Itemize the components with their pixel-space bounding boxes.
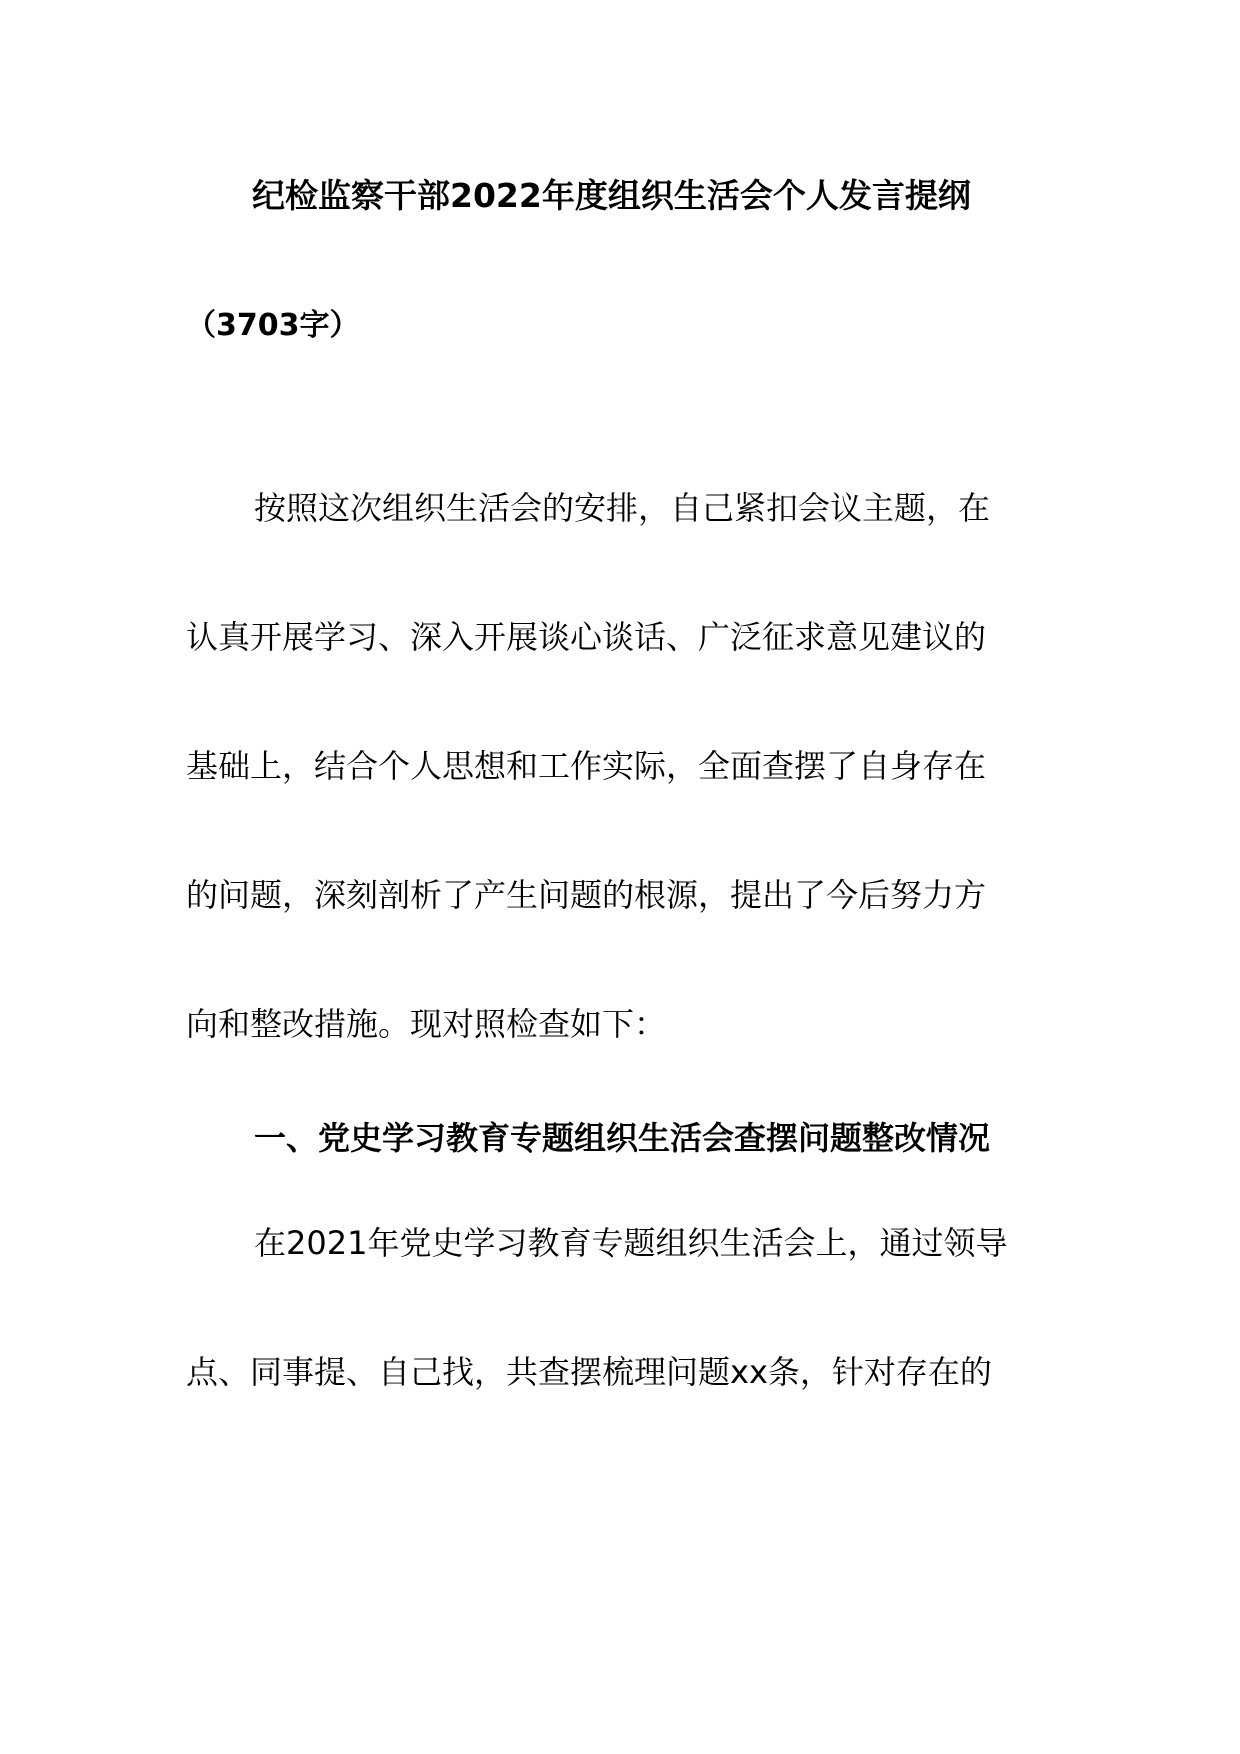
paragraph-line: 基础上，结合个人思想和工作实际，全面查摆了自身存在 [186, 747, 987, 785]
word-count: （3703字） [186, 308, 360, 343]
paragraph-line: 点、同事提、自己找，共查摆梳理问题xx条，针对存在的 [186, 1353, 992, 1391]
paragraph-line: 向和整改措施。现对照检查如下： [186, 1005, 667, 1043]
paragraph-line: 的问题，深刻剖析了产生问题的根源，提出了今后努力方 [186, 876, 987, 914]
paragraph-line: 认真开展学习、深入开展谈心谈话、广泛征求意见建议的 [186, 618, 987, 656]
paragraph-line: 按照这次组织生活会的安排，自己紧扣会议主题，在 [254, 489, 991, 527]
document-title: 纪检监察干部2022年度组织生活会个人发言提纲 [252, 176, 971, 215]
section-heading: 一、党史学习教育专题组织生活会查摆问题整改情况 [254, 1119, 991, 1157]
paragraph-line: 在2021年党史学习教育专题组织生活会上，通过领导 [254, 1224, 1008, 1262]
